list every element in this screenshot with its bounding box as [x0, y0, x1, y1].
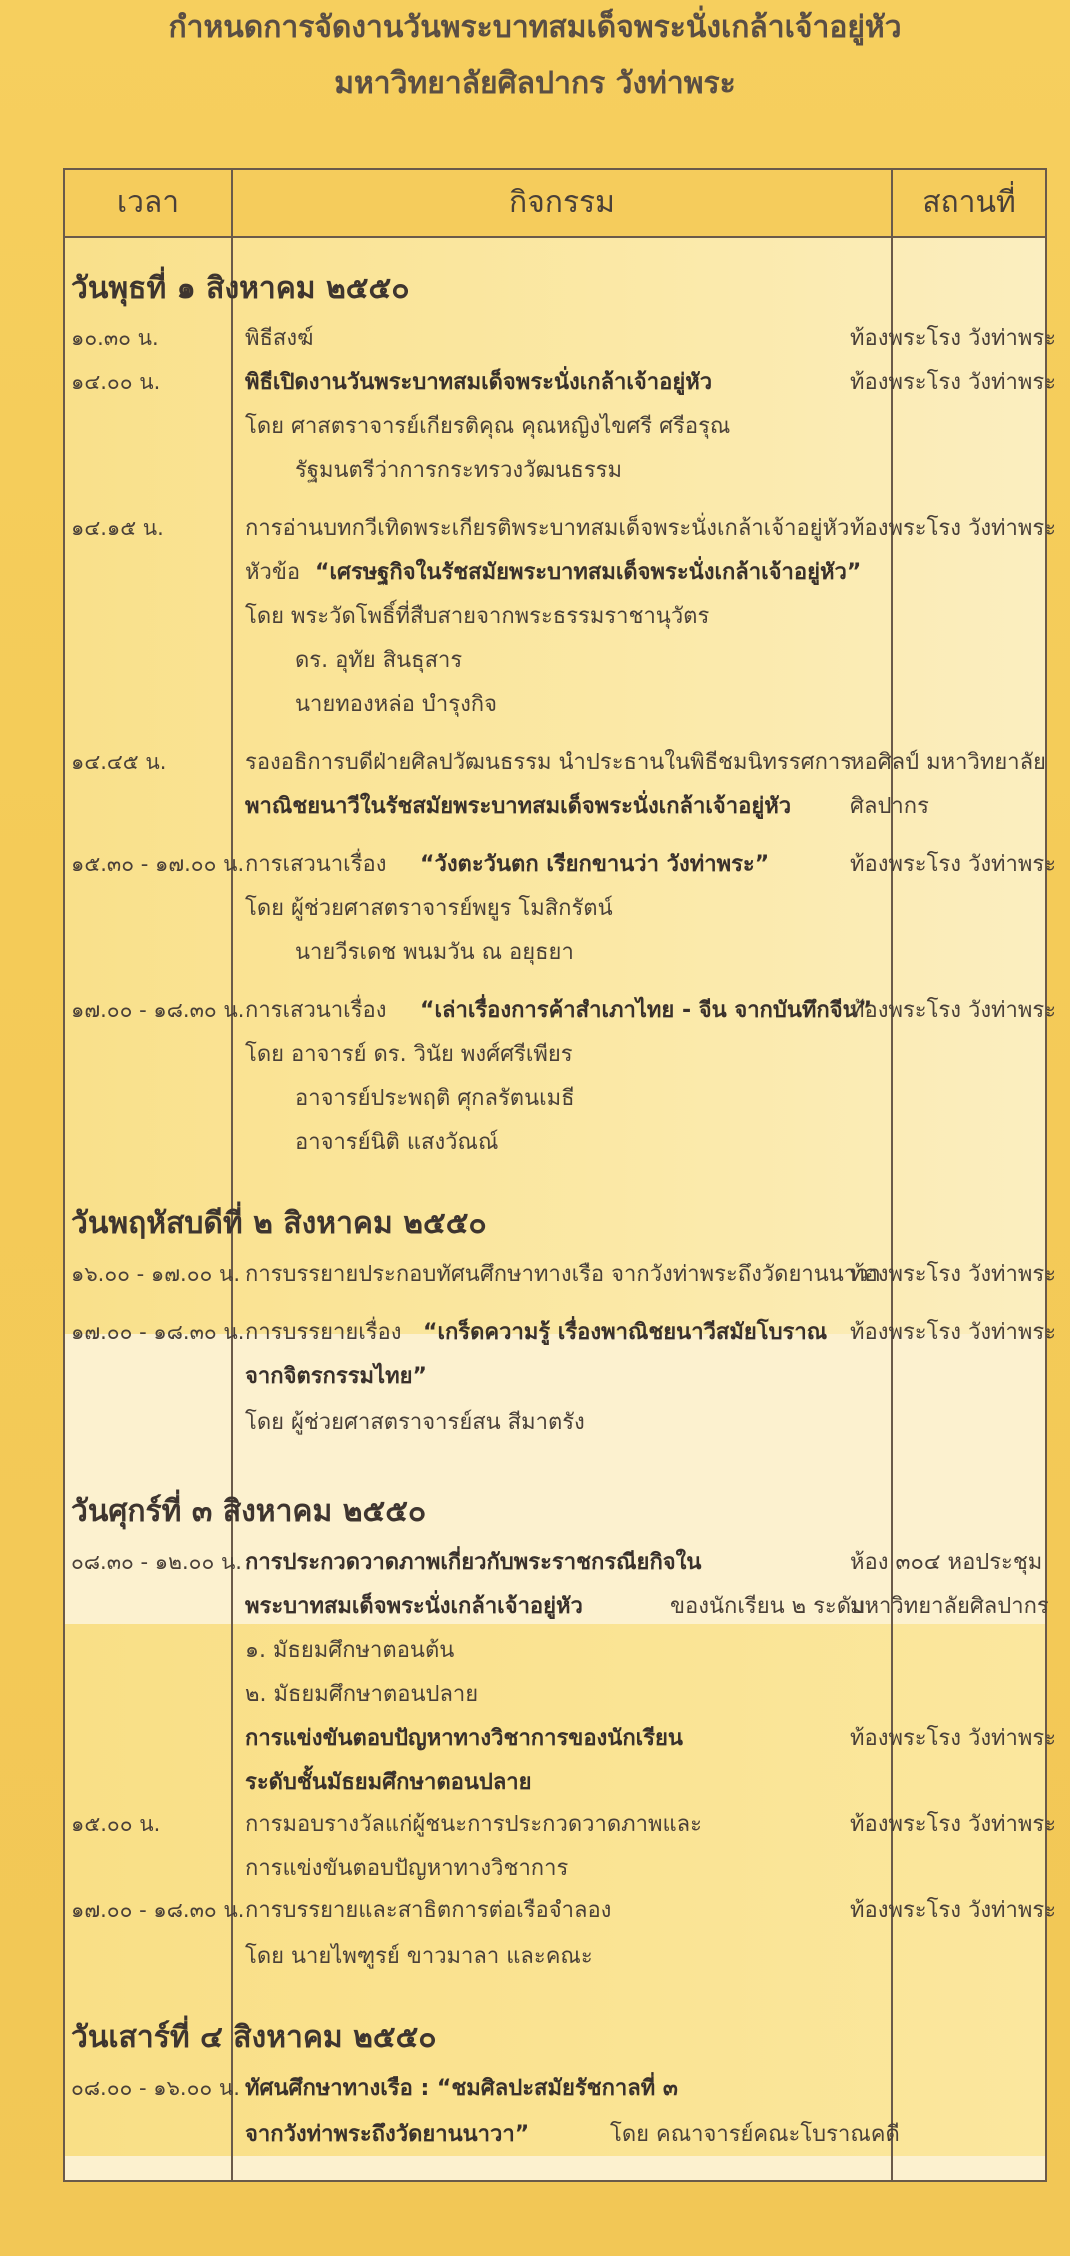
row-activity: การเสวนาเรื่อง [245, 852, 387, 877]
row-activity: โดย ผู้ช่วยศาสตราจารย์สน สีมาตรัง [245, 1410, 585, 1435]
day1-band [65, 238, 1045, 1334]
row-place: ท้องพระโรง วังท่าพระ [850, 326, 1057, 351]
row-place: ท้องพระโรง วังท่าพระ [850, 1812, 1057, 1837]
row-place: ท้องพระโรง วังท่าพระ [850, 516, 1057, 541]
column-divider-time [231, 170, 233, 2180]
row-activity: รองอธิการบดีฝ่ายศิลปวัฒนธรรม นำประธานในพิธีชมนิทรรศการ [245, 750, 853, 775]
page-title-line1: กำหนดการจัดงานวันพระบาทสมเด็จพระนั่งเกล้าเจ้าอยู่หัว [168, 10, 902, 45]
day-heading: วันเสาร์ที่ ๔ สิงหาคม ๒๕๕๐ [71, 2020, 437, 2055]
row-place: ท้องพระโรง วังท่าพระ [850, 852, 1057, 877]
row-activity: หัวข้อ [245, 560, 301, 585]
row-activity: โดย พระวัดโพธิ์ที่สืบสายจากพระธรรมราชานุวัตร [245, 604, 710, 629]
row-time: ๑๗.๐๐ - ๑๘.๓๐ น. [71, 998, 245, 1022]
row-time: ๑๔.๔๕ น. [71, 750, 167, 774]
row-activity: พาณิชยนาวีในรัชสมัยพระบาทสมเด็จพระนั่งเกล้าเจ้าอยู่หัว [245, 794, 792, 819]
row-activity: พิธีสงฆ์ [245, 326, 314, 351]
row-activity: การเสวนาเรื่อง [245, 998, 387, 1023]
row-activity: ๒. มัธยมศึกษาตอนปลาย [245, 1682, 479, 1707]
row-activity: การมอบรางวัลแก่ผู้ชนะการประกวดวาดภาพและ [245, 1812, 702, 1837]
row-activity: อาจารย์ประพฤติ ศุกลรัตนเมธี [295, 1086, 575, 1111]
row-activity: การบรรยายประกอบทัศนศึกษาทางเรือ จากวังท่าพระถึงวัดยานนาวา [245, 1262, 881, 1287]
row-activity: การประกวดวาดภาพเกี่ยวกับพระราชกรณียกิจใน [245, 1550, 702, 1575]
row-activity: ของนักเรียน ๒ ระดับ [670, 1594, 865, 1619]
row-activity: โดย ศาสตราจารย์เกียรติคุณ คุณหญิงไขศรี ศรีอรุณ [245, 414, 731, 439]
row-time: ๑๔.๐๐ น. [71, 370, 161, 394]
row-place: ท้องพระโรง วังท่าพระ [850, 1262, 1057, 1287]
row-activity: การแข่งขันตอบปัญหาทางวิชาการ [245, 1856, 569, 1881]
row-place: หอศิลป์ มหาวิทยาลัย [850, 750, 1046, 775]
row-place: มหาวิทยาลัยศิลปากร [850, 1594, 1049, 1619]
table-header [65, 170, 1045, 238]
header-place: สถานที่ [922, 185, 1016, 220]
row-time: ๑๔.๑๕ น. [71, 516, 164, 540]
row-activity: โดย นายไพฑูรย์ ขาวมาลา และคณะ [245, 1944, 593, 1969]
row-activity: ระดับชั้นมัธยมศึกษาตอนปลาย [245, 1770, 532, 1795]
row-time: ๐๘.๓๐ - ๑๒.๐๐ น. [71, 1550, 242, 1574]
row-activity: การบรรยายและสาธิตการต่อเรือจำลอง [245, 1898, 612, 1923]
row-place: ท้องพระโรง วังท่าพระ [850, 1898, 1057, 1923]
schedule-table [63, 168, 1057, 2182]
row-time: ๐๘.๐๐ - ๑๖.๐๐ น. [71, 2076, 240, 2100]
row-activity: อาจารย์นิติ แสงวัณณ์ [295, 1130, 499, 1155]
row-time: ๑๗.๐๐ - ๑๘.๓๐ น. [71, 1898, 245, 1922]
row-time: ๑๐.๓๐ น. [71, 326, 159, 350]
row-activity: การอ่านบทกวีเทิดพระเกียรติพระบาทสมเด็จพระนั่งเกล้าเจ้าอยู่หัว [245, 516, 850, 541]
day2-band [65, 1334, 1045, 1624]
header-time: เวลา [116, 185, 180, 220]
row-activity: “วังตะวันตก เรียกขานว่า วังท่าพระ” [420, 852, 770, 877]
row-activity: “เกร็ดความรู้ เรื่องพาณิชยนาวีสมัยโบราณ [423, 1320, 828, 1345]
day-heading: วันศุกร์ที่ ๓ สิงหาคม ๒๕๕๐ [71, 1494, 427, 1529]
row-activity: ทัศนศึกษาทางเรือ : “ชมศิลปะสมัยรัชกาลที่ ๓ [245, 2076, 678, 2101]
day-heading: วันพุธที่ ๑ สิงหาคม ๒๕๕๐ [71, 271, 410, 306]
row-activity: นายทองหล่อ บำรุงกิจ [295, 692, 498, 717]
page-title-line2: มหาวิทยาลัยศิลปากร วังท่าพระ [334, 66, 736, 101]
row-activity: นายวีรเดช พนมวัน ณ อยุธยา [295, 940, 574, 965]
row-time: ๑๕.๐๐ น. [71, 1812, 161, 1836]
row-activity: โดย อาจารย์ ดร. วินัย พงศ์ศรีเพียร [245, 1042, 573, 1067]
row-time: ๑๗.๐๐ - ๑๘.๓๐ น. [71, 1320, 245, 1344]
row-place: ศิลปากร [850, 794, 929, 819]
row-activity: พิธีเปิดงานวันพระบาทสมเด็จพระนั่งเกล้าเจ้าอยู่หัว [245, 370, 713, 395]
row-activity: โดย คณาจารย์คณะโบราณคดี [610, 2122, 900, 2147]
row-activity: พระบาทสมเด็จพระนั่งเกล้าเจ้าอยู่หัว [245, 1594, 583, 1619]
row-place: ท้องพระโรง วังท่าพระ [850, 998, 1057, 1023]
row-place: ท้องพระโรง วังท่าพระ [850, 1320, 1057, 1345]
row-activity: รัฐมนตรีว่าการกระทรวงวัฒนธรรม [295, 458, 622, 483]
row-place: ท้องพระโรง วังท่าพระ [850, 370, 1057, 395]
row-time: ๑๖.๐๐ - ๑๗.๐๐ น. [71, 1262, 241, 1286]
column-divider-place [891, 170, 893, 2180]
row-activity: ๑. มัธยมศึกษาตอนต้น [245, 1638, 455, 1663]
row-activity: “เล่าเรื่องการค้าสำเภาไทย - จีน จากบันทึกจีน” [420, 998, 873, 1023]
day-heading: วันพฤหัสบดีที่ ๒ สิงหาคม ๒๕๕๐ [71, 1206, 487, 1241]
row-activity: การแข่งขันตอบปัญหาทางวิชาการของนักเรียน [245, 1726, 683, 1751]
row-activity: โดย ผู้ช่วยศาสตราจารย์พยูร โมสิกรัตน์ [245, 896, 613, 921]
row-activity: จากวังท่าพระถึงวัดยานนาวา” [245, 2122, 530, 2147]
row-activity: การบรรยายเรื่อง [245, 1320, 402, 1345]
row-place: ท้องพระโรง วังท่าพระ [850, 1726, 1057, 1751]
row-time: ๑๕.๓๐ - ๑๗.๐๐ น. [71, 852, 245, 876]
row-activity: จากจิตรกรรมไทย” [245, 1364, 427, 1389]
row-activity: ดร. อุทัย สินธุสาร [295, 648, 463, 673]
header-activity: กิจกรรม [509, 185, 615, 220]
row-activity: “เศรษฐกิจในรัชสมัยพระบาทสมเด็จพระนั่งเกล้าเจ้าอยู่หัว” [315, 560, 862, 585]
row-place: ห้อง ๓๐๔ หอประชุม [850, 1550, 1043, 1575]
